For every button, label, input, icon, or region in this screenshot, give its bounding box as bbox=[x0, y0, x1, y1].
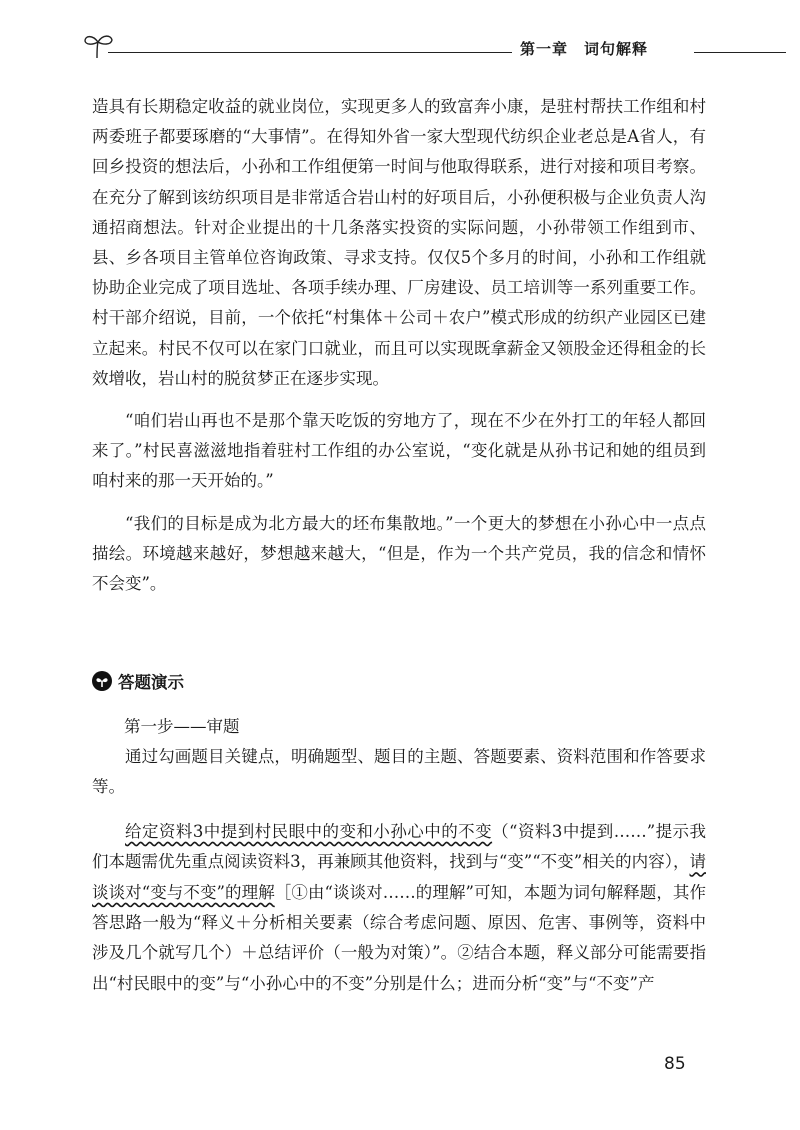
article-paragraph-3: “我们的目标是成为北方最大的坯布集散地。”一个更大的梦想在小孙心中一点点描绘。环境越来越好，梦想越来越大，“但是，作为一个共产党员，我的信念和情怀不会变”。 bbox=[92, 513, 706, 594]
step-body bbox=[92, 742, 706, 1013]
page-number: 85 bbox=[664, 1054, 686, 1074]
header-rule-right bbox=[694, 52, 786, 53]
article-paragraph-2: “咱们岩山再也不是那个靠天吃饭的穷地方了，现在不少在外打工的年轻人都回来了。”村民喜滋滋地指着驻村工作组的办公室说，“变化就是从孙书记和她的组员到咱村来的那一天开始的。” bbox=[92, 411, 706, 491]
header-rule-left bbox=[108, 52, 512, 53]
step-intro: 通过勾画题目关键点，明确题型、题目的主题、答题要素、资料范围和作答要求等。 bbox=[92, 747, 706, 797]
section-heading-label: 答题演示 bbox=[118, 673, 184, 692]
analysis-part-2: ［①由“谈谈对……的理解”可知，本题为词句解释题，其作答思路一般为“释义＋分析相关要素（综合考虑问题、原因、危害、事例等，资料中涉及几个就写几个）＋总结评价（一般为对策）”。②结合本题，释义部分可能需要指出“村民眼中的变”与“小孙心中的不变”分别是什么；进而分析“变”与“不变”产 bbox=[92, 882, 706, 993]
section-heading bbox=[92, 668, 184, 694]
article-body bbox=[92, 92, 706, 611]
analysis-paragraph bbox=[92, 817, 706, 999]
sprout-icon bbox=[82, 30, 116, 60]
article-paragraph-1: 造具有长期稳定收益的就业岗位，实现更多人的致富奔小康，是驻村帮扶工作组和村两委班子都要琢磨的“大事情”。在得知外省一家大型现代纺织企业老总是A省人，有回乡投资的想法后，小孙和工作组便第一时间与他取得联系，进行对接和项目考察。在充分了解到该纺织项目是非常适合岩山村的好项目后，小孙便积极与企业负责人沟通招商想法。针对企业提出的十几条落实投资的实际问题，小孙带领工作组到市、县、乡各项目主管单位咨询政策、寻求支持。仅仅5个多月的时间，小孙和工作组就协助企业完成了项目选址、各项手续办理、厂房建设、员工培训等一系列重要工作。村干部介绍说，目前，一个依托“村集体＋公司＋农户”模式形成的纺织产业园区已建立起来。村民不仅可以在家门口就业，而且可以实现既拿薪金又领股金还得租金的长效增收，岩山村的脱贫梦正在逐步实现。 bbox=[92, 97, 706, 388]
step-title: 第一步——审题 bbox=[124, 717, 240, 736]
analysis-part-1: （“资料3中提到……”提示我们本题需优先重点阅读资料3，再兼顾其他资料，找到与“变”“不变”相关的内容）， bbox=[92, 821, 707, 872]
running-header bbox=[82, 28, 712, 68]
underlined-keyphrase: 给定资料3中提到村民眼中的变和小孙心中的不变 bbox=[125, 821, 493, 841]
underlined-question: 请谈谈对“变与不变”的理解 bbox=[92, 852, 706, 902]
chapter-title: 第一章 词句解释 bbox=[520, 40, 649, 58]
sprout-badge-icon bbox=[92, 671, 112, 691]
